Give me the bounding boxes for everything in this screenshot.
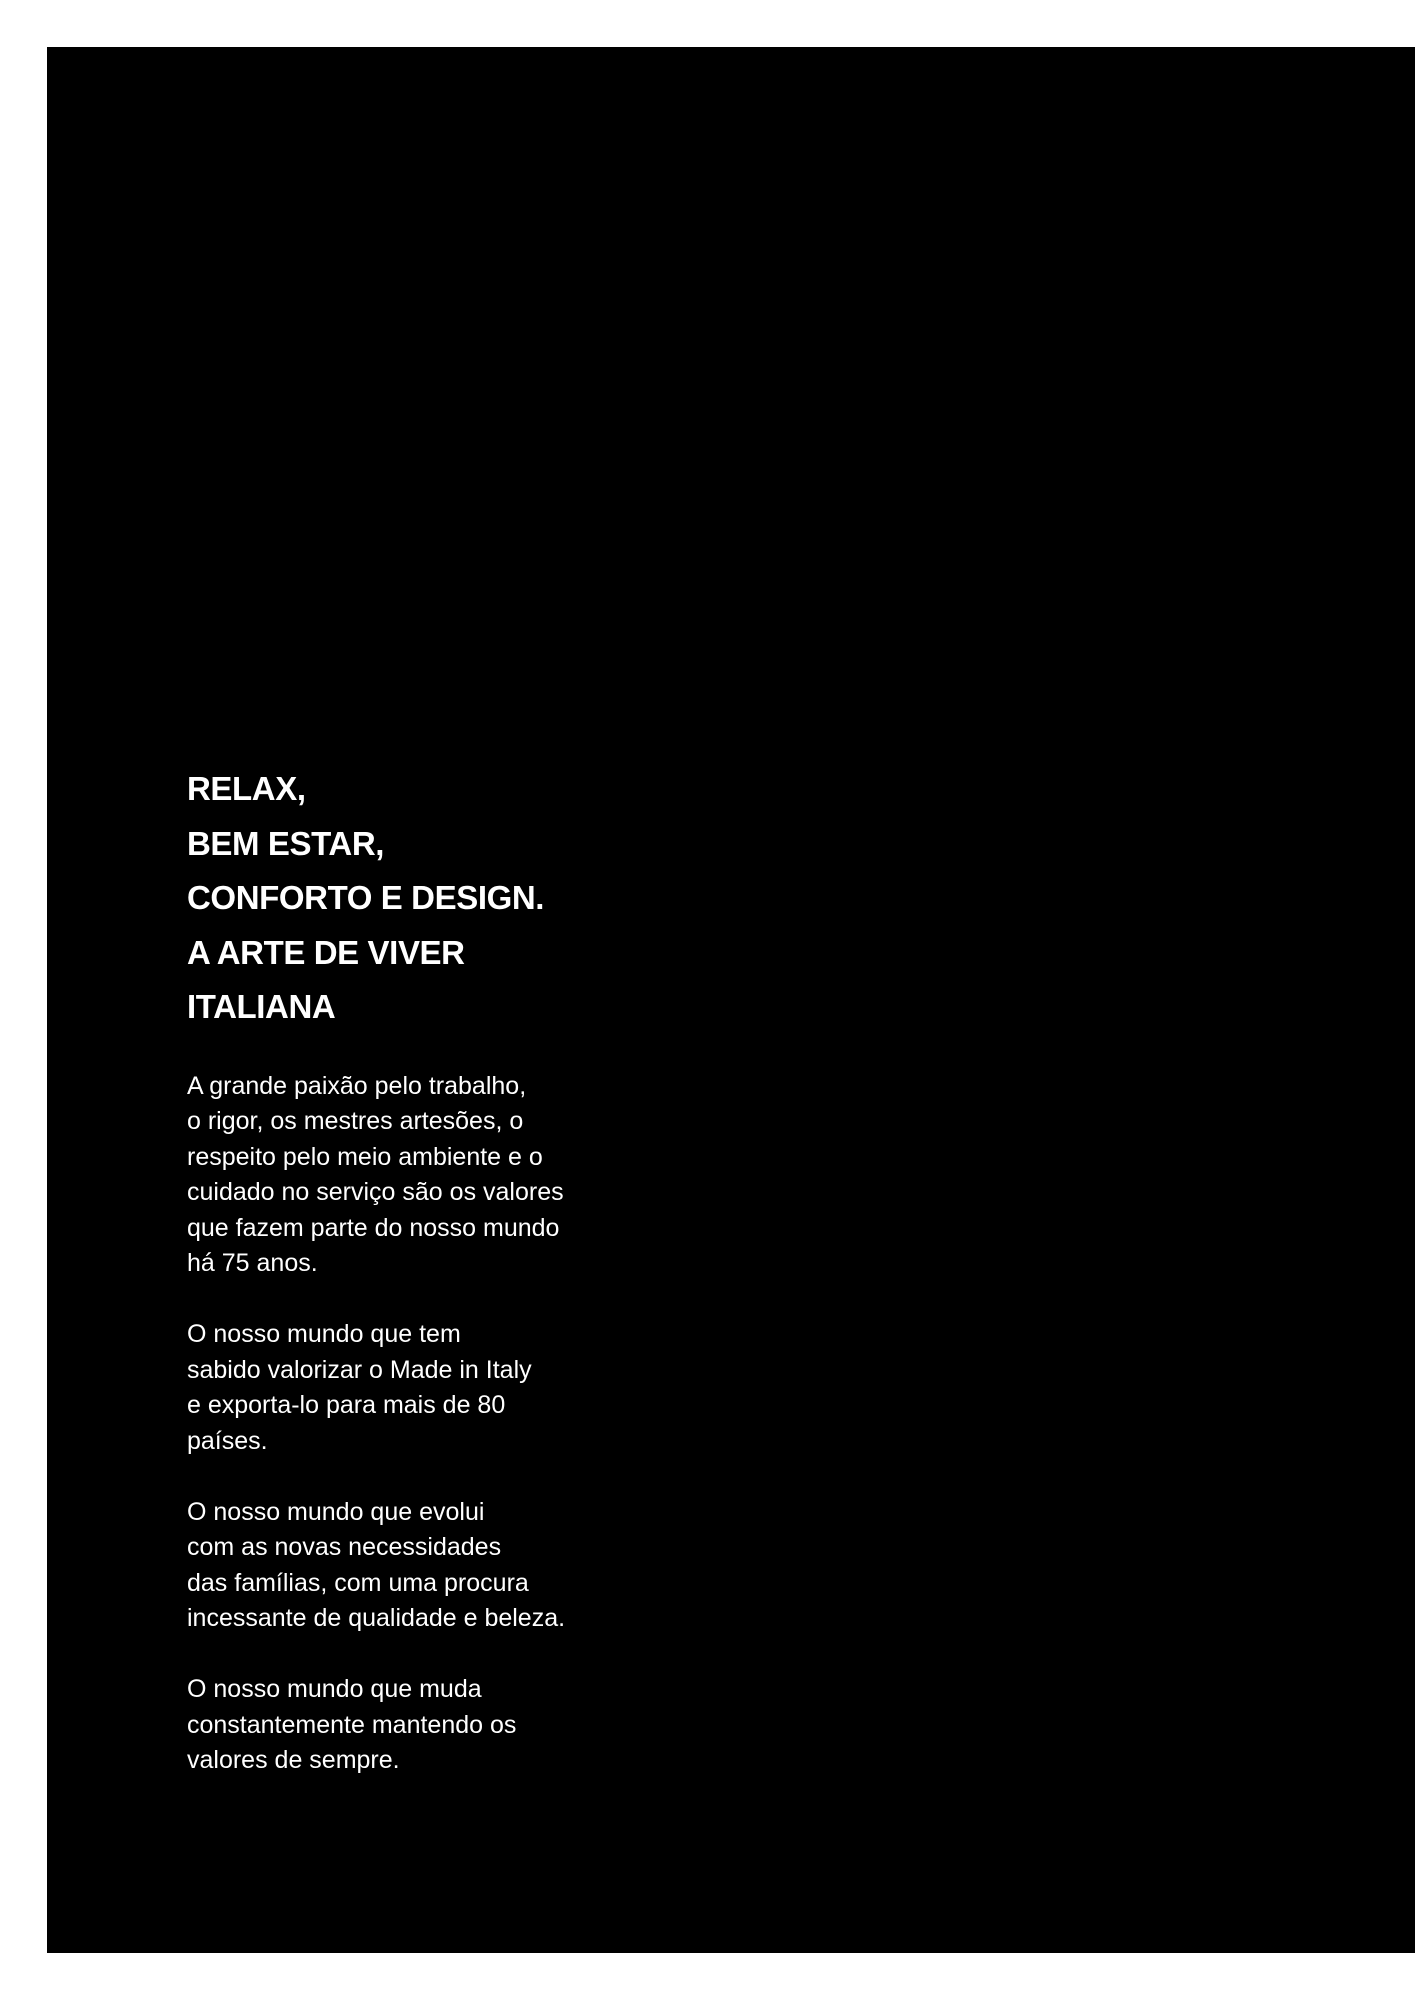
paragraph-line: O nosso mundo que muda bbox=[187, 1675, 482, 1703]
paragraph-line: e exporta-lo para mais de 80 bbox=[187, 1391, 506, 1419]
body-text bbox=[187, 1069, 647, 1779]
text-block bbox=[187, 762, 647, 1814]
paragraph-line: das famílias, com uma procura bbox=[187, 1568, 529, 1597]
paragraph-evolution bbox=[187, 1495, 647, 1637]
paragraph-line: há 75 anos. bbox=[187, 1249, 318, 1277]
paragraph-line: O nosso mundo que tem bbox=[187, 1320, 461, 1348]
paragraph-line: A grande paixão pelo trabalho, bbox=[187, 1071, 527, 1100]
paragraph-line: países. bbox=[187, 1426, 268, 1455]
heading-line: RELAX, bbox=[187, 770, 306, 807]
paragraph-passion bbox=[187, 1069, 647, 1282]
heading-line: BEM ESTAR, bbox=[187, 824, 385, 862]
paragraph-line: respeito pelo meio ambiente e o bbox=[187, 1142, 543, 1171]
paragraph-line: com as novas necessidades bbox=[187, 1533, 502, 1561]
paragraph-line: que fazem parte do nosso mundo bbox=[187, 1213, 560, 1242]
paragraph-line: constantemente mantendo os bbox=[187, 1710, 517, 1739]
paragraph-line: O nosso mundo que evolui bbox=[187, 1497, 485, 1526]
heading-line: CONFORTO E DESIGN. bbox=[187, 879, 545, 916]
page-heading bbox=[187, 762, 647, 1035]
paragraph-line: cuidado no serviço são os valores bbox=[187, 1178, 564, 1206]
paragraph-line: incessante de qualidade e beleza. bbox=[187, 1604, 566, 1632]
paragraph-line: o rigor, os mestres artesões, o bbox=[187, 1107, 524, 1135]
paragraph-line: sabido valorizar o Made in Italy bbox=[187, 1355, 532, 1384]
paragraph-made-in-italy bbox=[187, 1317, 647, 1459]
heading-line: A ARTE DE VIVER bbox=[187, 933, 465, 971]
heading-line: ITALIANA bbox=[187, 988, 336, 1025]
paragraph-values bbox=[187, 1672, 647, 1779]
paragraph-line: valores de sempre. bbox=[187, 1746, 400, 1774]
